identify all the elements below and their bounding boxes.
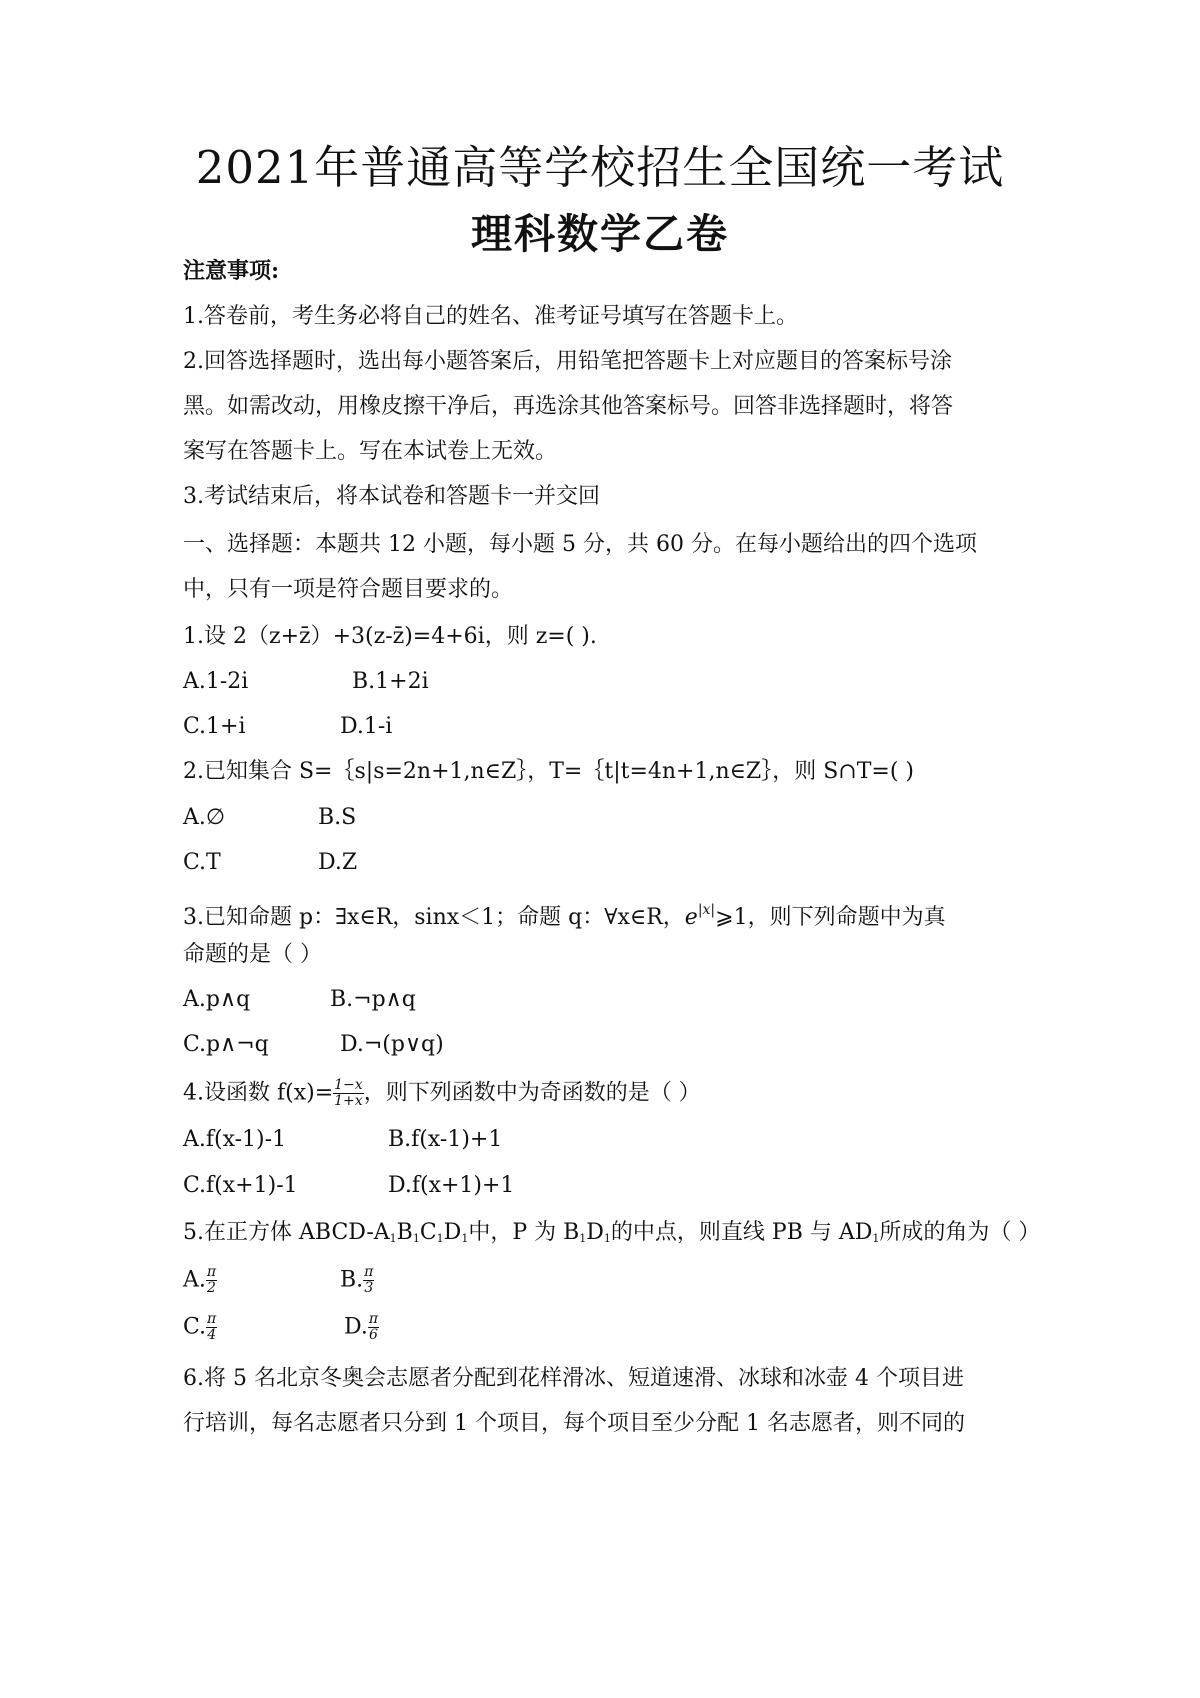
question-3-option-c: C.p∧¬q: [183, 1032, 269, 1057]
question-5-option-a: [183, 1265, 217, 1296]
question-1-option-c: C.1+i: [183, 714, 246, 739]
question-4-option-c: C.f(x+1)-1: [183, 1173, 298, 1198]
section-intro-line-2: 中，只有一项是符合题目要求的。: [183, 577, 514, 602]
subscript: 1: [412, 1232, 420, 1245]
question-1-option-b: B.1+2i: [352, 669, 429, 694]
question-6-stem-line-2: 行培训，每名志愿者只分到 1 个项目，每个项目至少分配 1 名志愿者，则不同的: [183, 1411, 965, 1436]
question-5-option-b: [340, 1265, 374, 1296]
question-1-option-d: D.1-i: [340, 714, 393, 739]
question-4-option-b: B.f(x-1)+1: [388, 1127, 503, 1152]
exponent-power: |x|: [697, 902, 716, 918]
fraction: [333, 1078, 364, 1109]
option-label: C.: [183, 1314, 207, 1340]
question-3-stem-line-2: 命题的是（ ）: [183, 942, 322, 967]
note-item-2-line-1: 2.回答选择题时，选出每小题答案后，用铅笔把答题卡上对应题目的答案标号涂: [183, 349, 952, 374]
question-4-option-d: D.f(x+1)+1: [388, 1173, 515, 1198]
fraction-numerator: π: [206, 1264, 217, 1280]
question-2-stem: 2.已知集合 S=｛s|s=2n+1,n∈Z｝，T=｛t|t=4n+1,n∈Z｝，则 S∩T=( ): [183, 759, 914, 784]
question-2-option-b: B.S: [318, 805, 357, 830]
fraction-denominator: 1+x: [334, 1093, 363, 1109]
option-label: D.: [344, 1314, 368, 1340]
fraction-numerator: π: [364, 1264, 374, 1280]
question-3-stem-part-1: 3.已知命题 p：∃x∈R，sinx＜1；命题 q：∀x∈R，: [183, 905, 685, 930]
q5-part: 5.在正方体 ABCD-A: [183, 1220, 390, 1245]
subscript: 1: [389, 1232, 397, 1245]
question-3-stem-part-2: ⩾1，则下列命题中为真: [715, 905, 946, 930]
note-item-2-line-3: 案写在答题卡上。写在本试卷上无效。: [183, 439, 558, 464]
q5-part: D: [443, 1220, 462, 1245]
question-3-stem-line-1: [183, 895, 946, 933]
question-4-stem: [183, 1078, 701, 1109]
fraction: [206, 1312, 217, 1343]
q5-part: 中，P 为 B: [468, 1220, 580, 1245]
subscript: 1: [461, 1232, 469, 1245]
question-3-option-b: B.¬p∧q: [330, 987, 416, 1012]
question-5-option-d: [344, 1312, 379, 1343]
option-label: A.: [183, 1267, 206, 1293]
question-1-option-a: A.1-2i: [183, 669, 249, 694]
question-4-stem-part-2: ，则下列函数中为奇函数的是（ ）: [363, 1080, 701, 1106]
question-3-option-a: A.p∧q: [183, 987, 251, 1012]
fraction: [206, 1265, 217, 1296]
fraction-denominator: 4: [207, 1327, 217, 1343]
subscript: 1: [603, 1232, 611, 1245]
exponent-base: e: [684, 905, 698, 930]
q5-part: 所成的角为（ ）: [879, 1220, 1041, 1245]
question-5-option-c: [183, 1312, 217, 1343]
fraction-numerator: 1−x: [334, 1077, 363, 1093]
question-2-option-a: A.∅: [183, 805, 226, 830]
q5-part: C: [419, 1220, 437, 1245]
fraction-numerator: π: [368, 1311, 379, 1327]
fraction-numerator: π: [207, 1311, 217, 1327]
question-1-stem: 1.设 2（z+z̄）+3(z-z̄)=4+6i，则 z=( ).: [183, 624, 597, 649]
question-2-option-c: C.T: [183, 850, 221, 875]
question-4-stem-part-1: 4.设函数 f(x)=: [183, 1080, 334, 1106]
question-3-option-d: D.¬(p∨q): [340, 1032, 444, 1057]
subscript: 1: [436, 1232, 444, 1245]
note-item-3: 3.考试结束后，将本试卷和答题卡一并交回: [183, 484, 600, 509]
note-item-2-line-2: 黑。如需改动，用橡皮擦干净后，再选涂其他答案标号。回答非选择题时，将答: [183, 394, 954, 419]
question-6-stem-line-1: 6.将 5 名北京冬奥会志愿者分配到花样滑冰、短道速滑、冰球和冰壶 4 个项目进: [183, 1366, 964, 1391]
subscript: 1: [872, 1232, 880, 1245]
fraction-denominator: 2: [207, 1280, 216, 1296]
note-item-1: 1.答卷前，考生务必将自己的姓名、准考证号填写在答题卡上。: [183, 304, 798, 329]
question-5-stem: [183, 1218, 1040, 1254]
question-2-option-d: D.Z: [318, 850, 358, 875]
exam-title: 2021年普通高等学校招生全国统一考试: [195, 141, 1005, 194]
fraction: [368, 1312, 379, 1343]
fraction: [363, 1265, 374, 1296]
subscript: 1: [579, 1232, 587, 1245]
notes-heading: 注意事项:: [183, 258, 280, 284]
exam-subtitle: 理科数学乙卷: [471, 210, 729, 258]
fraction-denominator: 6: [369, 1327, 378, 1343]
option-label: B.: [340, 1267, 364, 1293]
q5-part: B: [396, 1220, 413, 1245]
question-4-option-a: A.f(x-1)-1: [183, 1127, 287, 1152]
q5-part: 的中点，则直线 PB 与 AD: [610, 1220, 873, 1245]
q5-part: D: [586, 1220, 604, 1245]
section-intro-line-1: 一、选择题：本题共 12 小题，每小题 5 分，共 60 分。在每小题给出的四个选项: [183, 532, 977, 557]
fraction-denominator: 3: [364, 1280, 374, 1296]
